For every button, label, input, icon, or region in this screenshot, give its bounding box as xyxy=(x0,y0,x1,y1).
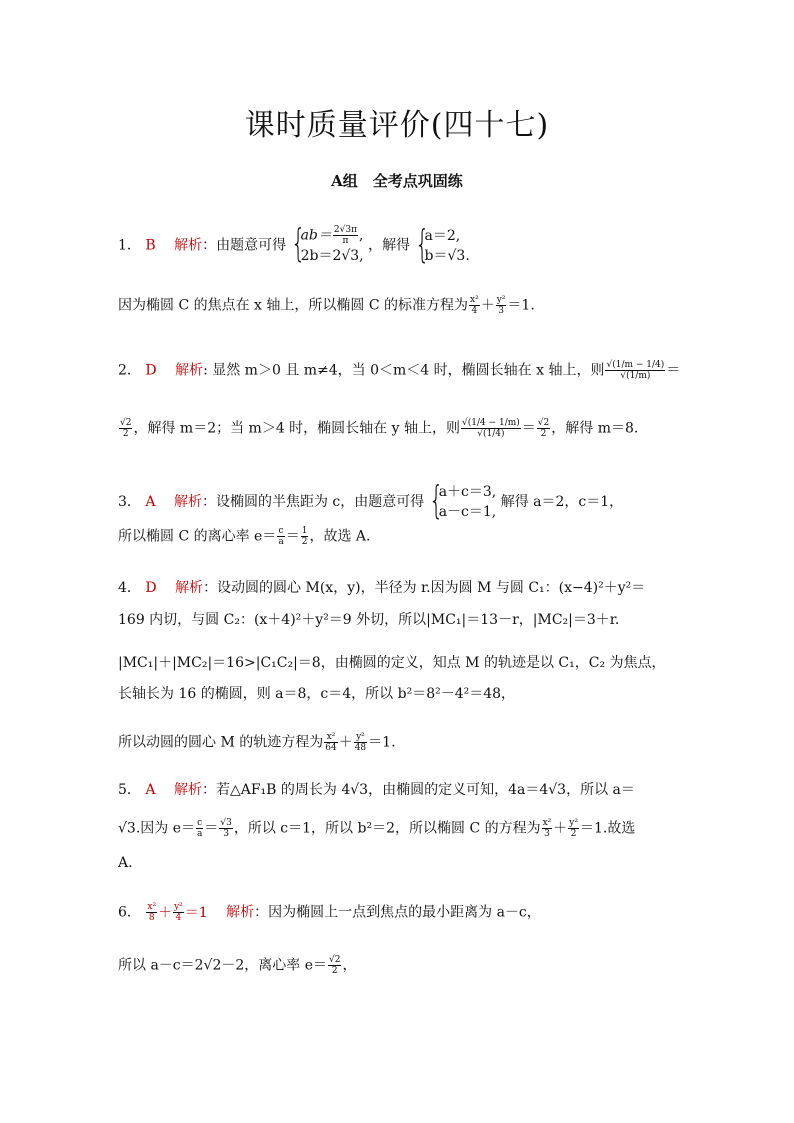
system-row: 2b＝2√3, xyxy=(300,248,364,264)
question-number: 6． xyxy=(118,904,141,921)
system-row: a＝2, xyxy=(424,227,461,244)
question-5-line-3: A. xyxy=(118,855,133,871)
question-3-line-2: 所以椭圆 C 的离心率 e＝ $\frac{c}{a}$ ＝ $\frac{1}{2}$ ，故选 A. xyxy=(118,526,371,547)
answer-choice: A xyxy=(145,494,156,510)
answer-choice: A xyxy=(145,782,156,798)
answer-choice: D xyxy=(145,580,157,596)
text-segment: ，解得 xyxy=(368,237,411,254)
left-brace-icon: { xyxy=(428,478,444,522)
question-3-line-1: 3． A 解析：设椭圆的半焦距为 c，由题意可得 { a＋c＝3, a－c＝1, 解得 a＝2，c＝1， xyxy=(118,478,624,522)
question-4-line-1: 4． D 解析：设动圆的圆心 M(x，y)，半径为 r.因为圆 M 与圆 C₁：(x−4)²＋y²＝ xyxy=(118,580,646,596)
equation-system: { a＋c＝3, a－c＝1, xyxy=(428,478,497,522)
question-4-line-5: 所以动圆的圆心 M 的轨迹方程为 $\frac{\text{x²}}{64}$ ＋ $\frac{\text{y²}}{48}$ ＝1. xyxy=(118,732,396,753)
question-6-line-1: 6． $\frac{\text{x²}}{8}$ ＋ $\frac{\text{y²}}{4}$ ＝1 解析：因为椭圆上一点到焦点的最小距离为 a－c， xyxy=(118,902,541,923)
question-5-line-2: √3.因为 e＝ $\frac{c}{a}$ ＝ $\frac{√3}{3}$ ，所以 c＝1，所以 b²＝2，所以椭圆 C 的方程为 $\frac{\text{x²}}{3}$ ＋ $\frac{\text{y²}}{2}$ ＝1.故选 xyxy=(118,818,636,839)
question-number: 5． xyxy=(118,782,141,798)
system-row: b＝√3. xyxy=(424,247,470,264)
question-6-line-2: 所以 a－c＝2√2－2，离心率 e＝ $\frac{√2}{2}$ ， xyxy=(118,955,357,976)
question-number: 4． xyxy=(118,580,141,596)
analysis-label: 解析 xyxy=(175,580,204,596)
analysis-label: 解析 xyxy=(173,494,202,510)
analysis-label: 解析 xyxy=(226,904,255,921)
equation-system xyxy=(414,221,470,266)
question-4-line-4: 长轴长为 16 的椭圆，则 a＝8，c＝4，所以 b²＝8²－4²＝48， xyxy=(118,686,516,702)
question-1-line-1 xyxy=(118,221,680,266)
answer-formula: $\frac{\text{x²}}{8}$ ＋ $\frac{\text{y²}}{4}$ ＝1 xyxy=(147,902,208,923)
system-row: ab＝ $\frac{2√3\pi}{\pi}$ , xyxy=(300,225,364,246)
question-number: 2． xyxy=(118,362,141,379)
question-2-line-2: $\frac{√2}{2}$ ，解得 m＝2；当 m＞4 时，椭圆长轴在 y 轴上，则 $\frac{√(1/4 - 1/m)}{√(1/4)}$ ＝ $\frac{√2}{2}$ ，解得 m＝8. xyxy=(120,418,639,439)
answer-choice: B xyxy=(145,237,156,254)
analysis-label: 解析 xyxy=(173,782,202,798)
question-number: 1． xyxy=(118,237,141,254)
page-title: 课时质量评价(四十七) xyxy=(244,108,550,143)
text-segment: ：由题意可得 xyxy=(202,237,287,254)
question-4-line-3: |MC₁|＋|MC₂|＝16>|C₁C₂|＝8，由椭圆的定义，知点 M 的轨迹是以 C₁，C₂ 为焦点， xyxy=(118,655,666,671)
left-brace-icon: { xyxy=(414,221,430,266)
equation-system xyxy=(290,221,364,266)
analysis-label: 解析 xyxy=(175,362,204,379)
analysis-label: 解析 xyxy=(174,237,203,254)
answer-choice: D xyxy=(145,362,157,379)
question-4-line-2: 169 内切，与圆 C₂：(x＋4)²＋y²＝9 外切，所以|MC₁|＝13－r，|MC₂|＝3＋r. xyxy=(118,612,620,628)
question-1-line-2: 因为椭圆 C 的焦点在 x 轴上，所以椭圆 C 的标准方程为 $\frac{\text{x²}}{4}$ ＋ $\frac{\text{y²}}{3}$ ＝1. xyxy=(118,295,535,316)
left-brace-icon: { xyxy=(290,221,306,265)
question-number: 3． xyxy=(118,494,141,510)
section-heading: A组 全考点巩固练 xyxy=(331,172,463,190)
question-5-line-1: 5． A 解析：若△AF₁B 的周长为 4√3，由椭圆的定义可知，4a＝4√3，所以 a＝ xyxy=(118,782,635,798)
question-2-line-1: 2． D 解析: 显然 m＞0 且 m≠4，当 0＜m＜4 时，椭圆长轴在 x 轴上，则 $\frac{√(1/m - 1/4)}{√(1/m)}$ ＝ xyxy=(118,360,681,381)
